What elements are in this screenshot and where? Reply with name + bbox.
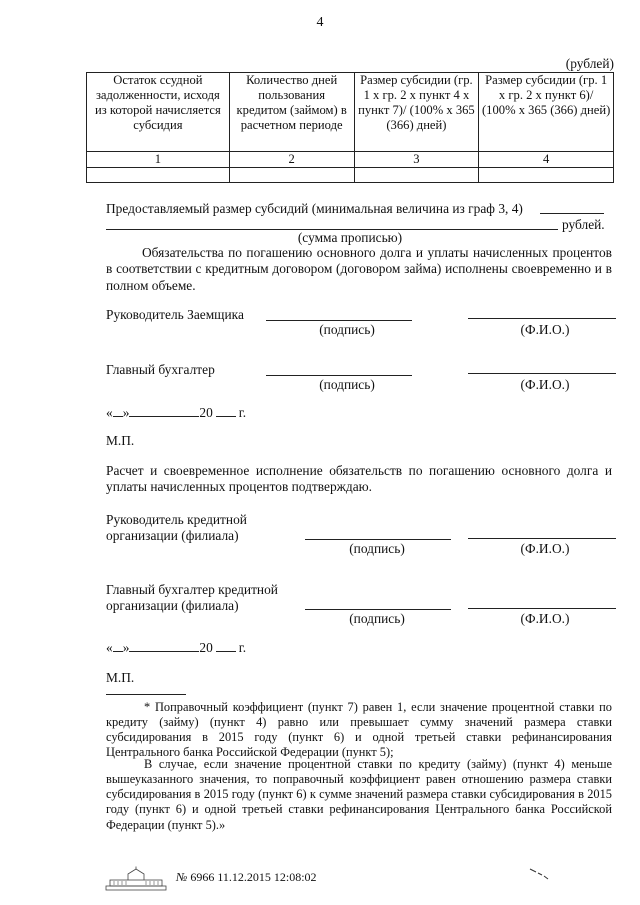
table-cell: 4: [479, 152, 614, 168]
registration-prefix: №: [176, 870, 188, 884]
name-caption: (Ф.И.О.): [520, 377, 570, 392]
signature-caption: (подпись): [349, 611, 405, 626]
subsidy-table: [86, 72, 614, 183]
registration-datetime: 11.12.2015 12:08:02: [217, 870, 317, 884]
borrower-head-label: Руководитель Заемщика: [106, 307, 244, 322]
name-line: [468, 373, 616, 374]
table-header-cell: Размер субсидии (гр. 1 х гр. 2 х пункт 6)/ (100% х 365 (366) дней): [479, 73, 614, 152]
name-line: [468, 608, 616, 609]
table-header-cell: Остаток ссудной задолженности, исходя из которой начисляется субсидия: [87, 73, 230, 152]
subsidy-words-caption: (сумма прописью): [297, 230, 403, 245]
seal-placeholder: М.П.: [106, 433, 135, 448]
footnote-separator: [106, 694, 186, 695]
name-line: [468, 318, 616, 319]
obligations-statement: Обязательства по погашению основного долга и уплаты начисленных процентов в соответствии с кредитным договором (договором займа) исполнены своевременно и в полном объеме.: [106, 245, 612, 293]
seal-placeholder: М.П.: [106, 670, 135, 685]
role-line: Главный бухгалтер кредитной: [106, 582, 278, 597]
table-header-cell: Количество дней пользования кредитом (займом) в расчетном периоде: [229, 73, 354, 152]
signature-line: [305, 539, 451, 540]
table-row: [87, 167, 614, 182]
table-cell: [354, 167, 479, 182]
subsidy-amount-line: [540, 213, 604, 214]
subsidy-label: Предоставляемый размер субсидий (минимальная величина из граф 3, 4): [106, 201, 523, 216]
role-line: организации (филиала): [106, 598, 239, 614]
page-number: 4: [316, 15, 324, 30]
year-suffix: г.: [238, 640, 247, 655]
date-line: [106, 640, 246, 656]
confirmation-statement: Расчет и своевременное исполнение обязательств по погашению основного долга и уплаты начисленных процентов подтверждаю.: [106, 463, 612, 495]
borrower-accountant-label: Главный бухгалтер: [106, 362, 215, 377]
currency-note: (рублей): [565, 56, 614, 71]
table-cell: [87, 167, 230, 182]
pen-mark-icon: [528, 866, 552, 880]
signature-caption: (подпись): [319, 377, 375, 392]
role-line: организации (филиала): [106, 528, 239, 544]
year-suffix: г.: [238, 405, 247, 420]
name-line: [468, 538, 616, 539]
footnote-2: В случае, если значение процентной ставки по кредиту (займу) (пункт 4) меньше вышеуказанного значения, то поправочный коэффициент равен отношению размера ставки субсидирования в 2015 году (пункт 6) к сумме значений размера ставки субсидирования в 2015 году (пункт 6) и одной третьей ставки рефинансирования Центрального банка Российской Федерации (пункт 5).»: [106, 757, 612, 832]
year-prefix: 20: [199, 405, 213, 420]
name-caption: (Ф.И.О.): [520, 541, 570, 556]
signature-line: [305, 609, 451, 610]
date-line: [106, 405, 246, 421]
table-header-cell: Размер субсидии (гр. 1 х гр. 2 х пункт 4 х пункт 7)/ (100% х 365 (366) дней): [354, 73, 479, 152]
quote-close: »: [122, 405, 130, 420]
registry-logo-icon: [104, 866, 168, 892]
signature-line: [266, 320, 412, 321]
bank-accountant-label: [106, 582, 278, 615]
table-cell: 2: [229, 152, 354, 168]
year-prefix: 20: [199, 640, 213, 655]
subsidy-unit: рублей.: [562, 217, 605, 232]
table-row: [87, 152, 614, 168]
table-cell: 1: [87, 152, 230, 168]
quote-open: «: [106, 405, 113, 420]
name-caption: (Ф.И.О.): [520, 611, 570, 626]
footnote-1: * Поправочный коэффициент (пункт 7) равен 1, если значение процентной ставки по кредиту (займу) (пункт 4) равно или превышает сумму значений размера ставки субсидирования в 2015 году (пункт 6) и одной третьей ставки рефинансирования Центрального банка Российской Федерации (пункт 5);: [106, 700, 612, 760]
registration-stamp: [176, 870, 317, 885]
table-header-row: [87, 73, 614, 152]
signature-line: [266, 375, 412, 376]
role-line: Руководитель кредитной: [106, 512, 247, 527]
quote-open: «: [106, 640, 113, 655]
signature-caption: (подпись): [319, 322, 375, 337]
name-caption: (Ф.И.О.): [520, 322, 570, 337]
table-cell: [229, 167, 354, 182]
table-cell: 3: [354, 152, 479, 168]
signature-caption: (подпись): [349, 541, 405, 556]
quote-close: »: [122, 640, 130, 655]
registration-number: 6966: [190, 870, 215, 884]
table-cell: [479, 167, 614, 182]
bank-head-label: [106, 512, 247, 545]
